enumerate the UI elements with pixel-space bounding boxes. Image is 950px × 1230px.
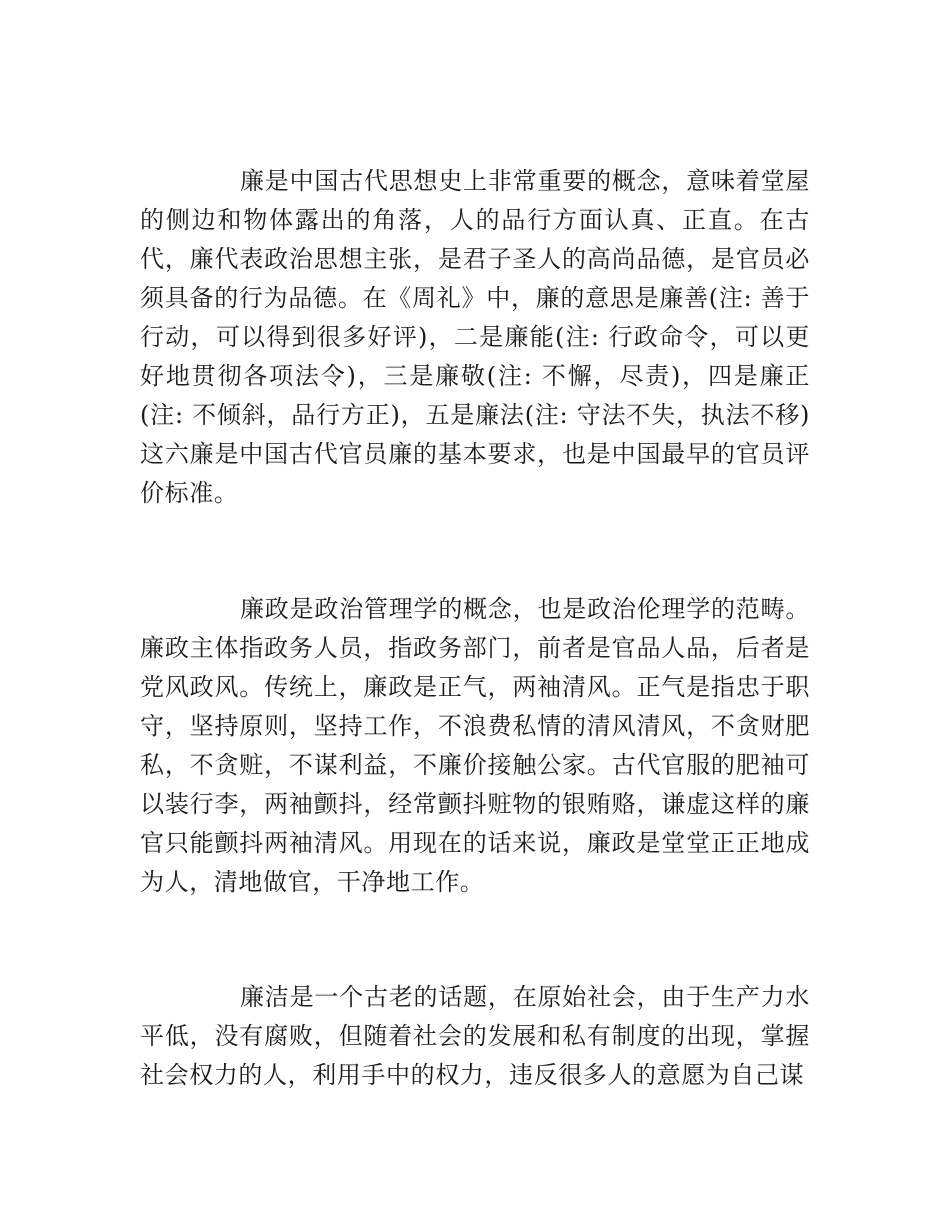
- paragraph-lianjie-history: 廉洁是一个古老的话题，在原始社会，由于生产力水平低，没有腐败，但随着社会的发展和私有制度的出现，掌握社会权力的人，利用手中的权力，违反很多人的意愿为自己谋: [140, 983, 810, 1089]
- paragraph-lianzheng-concept: 廉政是政治管理学的概念，也是政治伦理学的范畴。廉政主体指政务人员，指政务部门，前者是官品人品，后者是党风政风。传统上，廉政是正气，两袖清风。正气是指忠于职守，坚持原则，坚持工作，不浪费私情的清风清风，不贪财肥私，不贪赃，不谋利益，不廉价接触公家。古代官服的肥袖可以装行李，两袖颤抖，经常颤抖赃物的银贿赂，谦虚这样的廉官只能颤抖两袖清风。用现在的话来说，廉政是堂堂正正地成为人，清地做官，干净地工作。: [140, 595, 810, 896]
- paragraph-lian-concept: 廉是中国古代思想史上非常重要的概念，意味着堂屋的侧边和物体露出的角落，人的品行方面认真、正直。在古代，廉代表政治思想主张，是君子圣人的高尚品德，是官员必须具备的行为品德。在《周礼》中，廉的意思是廉善(注: 善于行动，可以得到很多好评)，二是廉能(注: 行政命令，可以更好地贯彻各项法令)，三是廉敬(注: 不懈，尽责)，四是廉正(注: 不倾斜，品行方正)，五是廉法(注: 守法不失，执法不移)这六廉是中国古代官员廉的基本要求，也是中国最早的官员评价标准。: [140, 167, 810, 507]
